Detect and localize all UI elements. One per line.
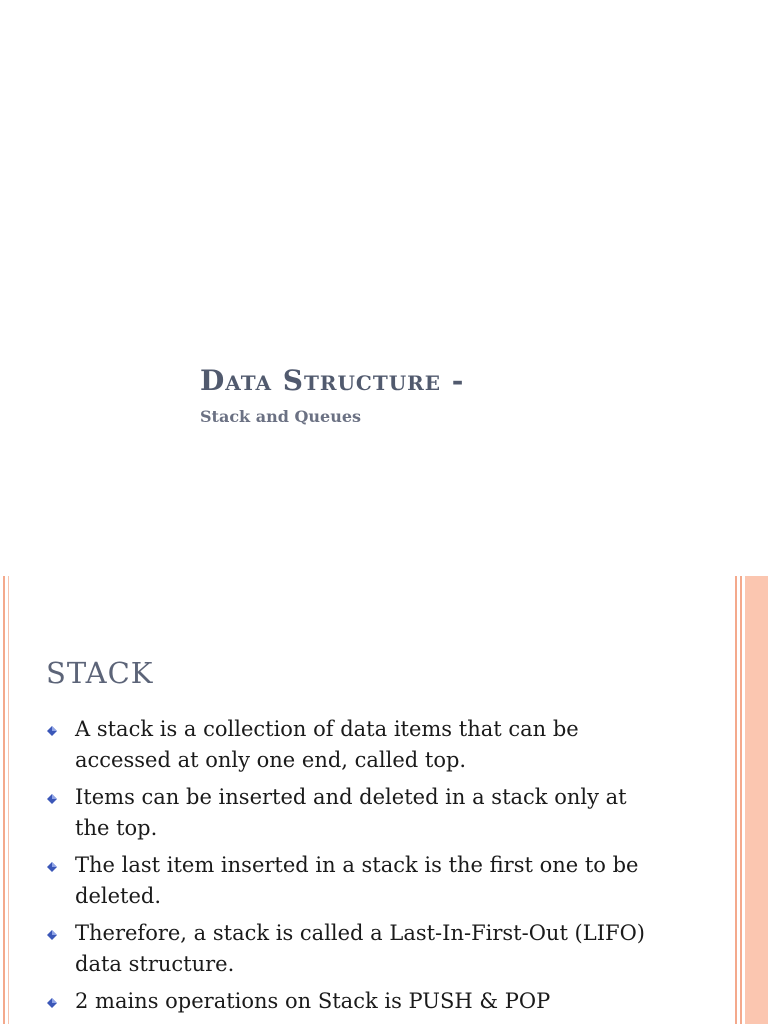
bullet-list (46, 714, 646, 1023)
list-item (46, 782, 646, 844)
list-item (46, 850, 646, 912)
right-border-band (745, 576, 768, 1024)
slide-subtitle: Stack and Queues (200, 407, 362, 426)
bullet-text: Items can be inserted and deleted in a stack only at the top. (75, 785, 627, 840)
diamond-bullet-icon (46, 725, 58, 737)
diamond-bullet-icon (46, 861, 58, 873)
list-item (46, 714, 646, 776)
right-border-line-2 (740, 576, 742, 1024)
slide-title: Data Structure - (200, 364, 465, 397)
list-item (46, 986, 646, 1017)
content-slide (0, 576, 768, 1024)
section-heading: STACK (46, 656, 154, 690)
bullet-text: 2 mains operations on Stack is PUSH & POP (75, 989, 551, 1013)
bullet-text: The last item inserted in a stack is the first one to be deleted. (75, 853, 639, 908)
diamond-bullet-icon (46, 793, 58, 805)
left-border-line-inner (8, 576, 9, 1024)
bullet-text: A stack is a collection of data items that can be accessed at only one end, called top. (75, 717, 579, 772)
diamond-bullet-icon (46, 997, 58, 1009)
left-border-line (3, 576, 5, 1024)
list-item (46, 918, 646, 980)
right-border-line (735, 576, 737, 1024)
diamond-bullet-icon (46, 929, 58, 941)
bullet-text: Therefore, a stack is called a Last-In-First-Out (LIFO) data structure. (75, 921, 645, 976)
